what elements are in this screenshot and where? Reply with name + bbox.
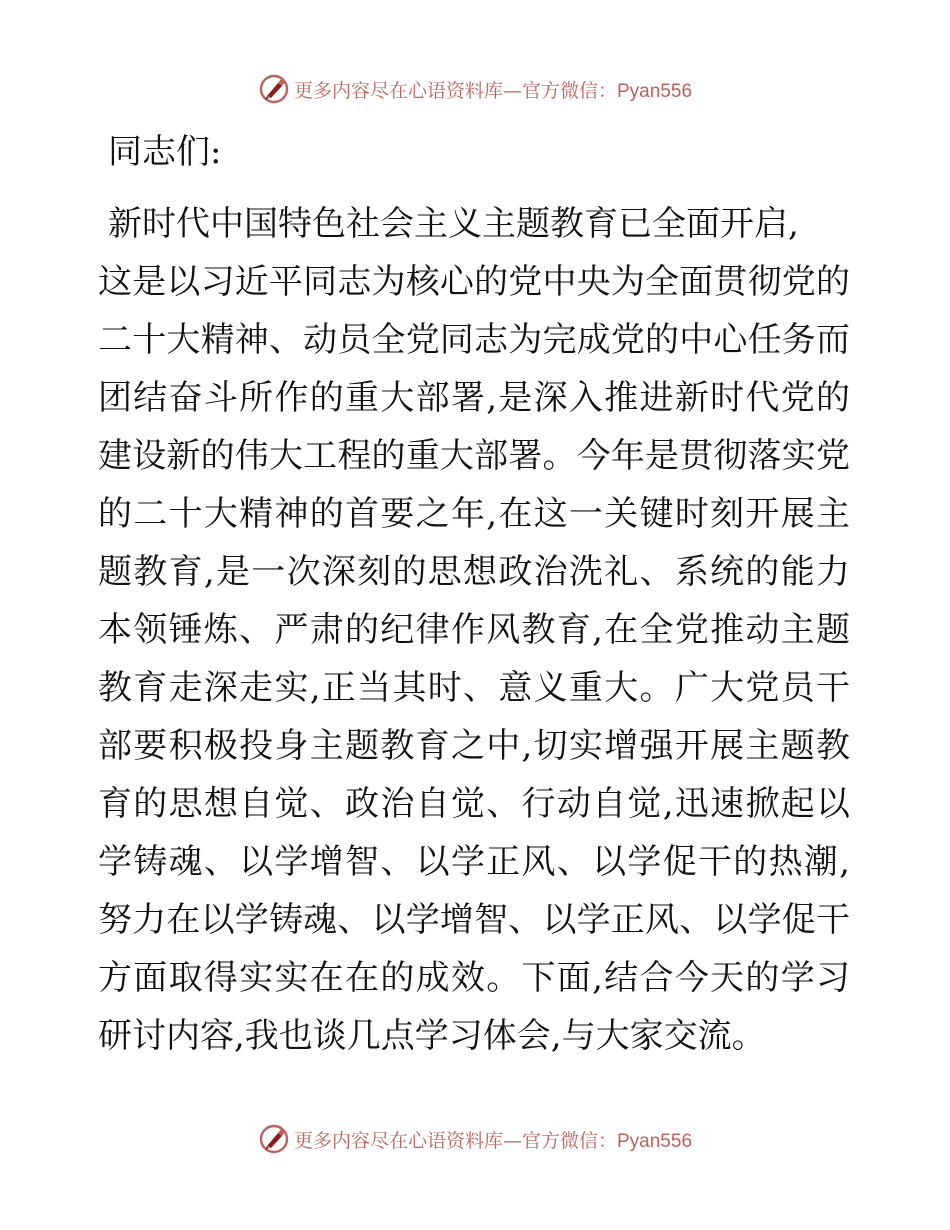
paragraph-line: 学铸魂、以学增智、以学正风、以学促干的热潮, — [98, 842, 850, 882]
header-site-text: 更多内容尽在心语资料库 — [293, 79, 503, 102]
paragraph-line: 部要积极投身主题教育之中,切实增强开展主题教 — [98, 726, 850, 766]
pen-logo-icon — [258, 73, 290, 105]
footer-dash: — — [502, 1129, 522, 1152]
paragraph-line: 团结奋斗所作的重大部署,是深入推进新时代党的 — [98, 378, 850, 418]
pen-logo-icon — [258, 1123, 290, 1155]
salutation: 同志们: — [108, 132, 222, 172]
footer-watermark — [0, 1122, 950, 1156]
paragraph-line: 这是以习近平同志为核心的党中央为全面贯彻党的 — [98, 262, 850, 302]
paragraph-line: 二十大精神、动员全党同志为完成党的中心任务而 — [98, 320, 850, 360]
paragraph-line: 方面取得实实在在的成效。下面,结合今天的学习 — [98, 958, 850, 998]
paragraph-line: 育的思想自觉、政治自觉、行动自觉,迅速掀起以 — [98, 784, 850, 824]
paragraph-line: 新时代中国特色社会主义主题教育已全面开启, — [108, 204, 799, 244]
header-wechat-label: 官方微信： — [521, 79, 617, 102]
paragraph-line: 教育走深走实,正当其时、意义重大。广大党员干 — [98, 668, 850, 708]
header-dash: — — [502, 79, 522, 102]
paragraph-line: 的二十大精神的首要之年,在这一关键时刻开展主 — [98, 494, 850, 534]
header-watermark — [0, 72, 950, 106]
footer-watermark-text — [294, 1126, 692, 1153]
header-watermark-text — [294, 76, 692, 103]
footer-wechat-id: Pyan556 — [617, 1130, 693, 1152]
paragraph-line: 建设新的伟大工程的重大部署。今年是贯彻落实党 — [98, 436, 850, 476]
paragraph-line: 研讨内容,我也谈几点学习体会,与大家交流。 — [98, 1016, 766, 1056]
body-paragraph — [98, 195, 850, 1065]
paragraph-line: 本领锤炼、严肃的纪律作风教育,在全党推动主题 — [98, 610, 850, 650]
header-wechat-id: Pyan556 — [617, 80, 693, 102]
footer-site-text: 更多内容尽在心语资料库 — [293, 1129, 503, 1152]
footer-wechat-label: 官方微信： — [521, 1129, 617, 1152]
paragraph-line: 努力在以学铸魂、以学增智、以学正风、以学促干 — [98, 900, 850, 940]
paragraph-line: 题教育,是一次深刻的思想政治洗礼、系统的能力 — [98, 552, 850, 592]
